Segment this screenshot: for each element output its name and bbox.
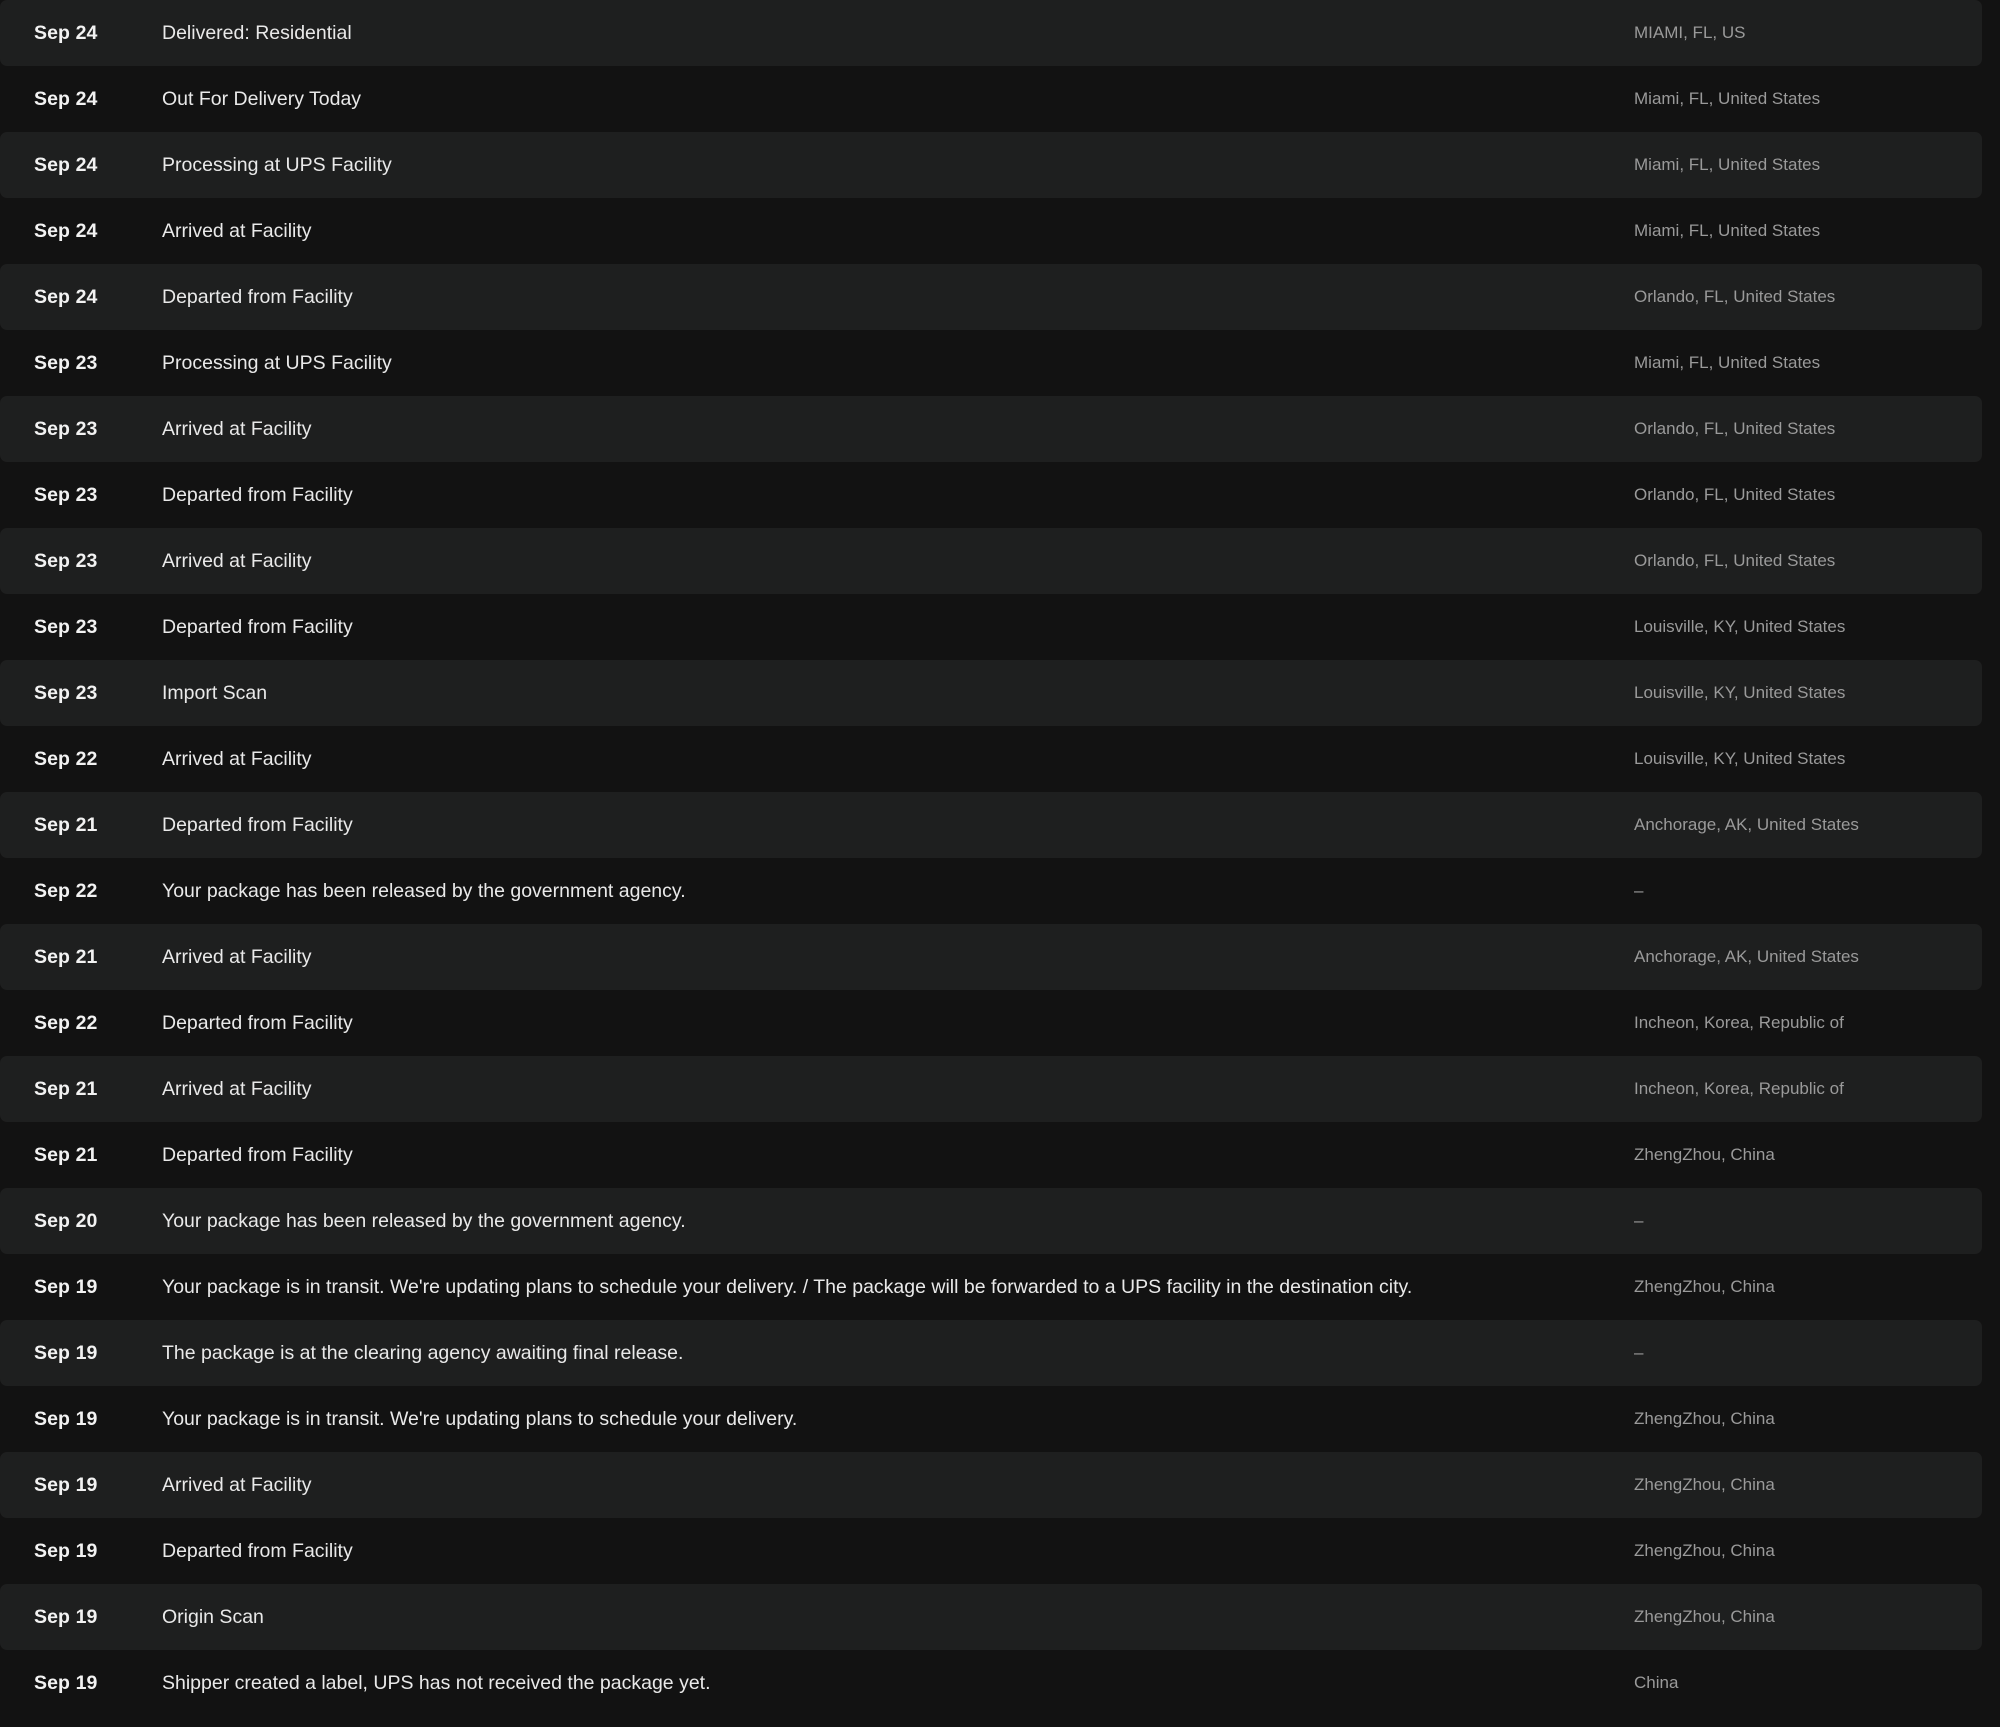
event-date: Sep 24 xyxy=(34,153,98,176)
event-status: Arrived at Facility xyxy=(162,219,312,242)
table-row[interactable] xyxy=(0,858,1982,924)
event-location: Incheon, Korea, Republic of xyxy=(1634,1013,1844,1032)
event-status: Arrived at Facility xyxy=(162,747,312,770)
event-status: Arrived at Facility xyxy=(162,549,312,572)
event-date: Sep 19 xyxy=(34,1275,98,1298)
event-location: Orlando, FL, United States xyxy=(1634,287,1836,306)
event-location: – xyxy=(1634,881,1644,900)
event-status: Departed from Facility xyxy=(162,285,353,308)
table-row[interactable] xyxy=(0,1650,1982,1716)
event-date: Sep 24 xyxy=(34,87,98,110)
event-date: Sep 21 xyxy=(34,945,98,968)
event-location: Anchorage, AK, United States xyxy=(1634,947,1859,966)
event-location: Miami, FL, United States xyxy=(1634,155,1821,174)
event-status: Departed from Facility xyxy=(162,615,353,638)
table-row[interactable] xyxy=(0,1386,1982,1452)
event-date: Sep 21 xyxy=(34,1077,98,1100)
event-status: Delivered: Residential xyxy=(162,21,352,44)
event-location: Anchorage, AK, United States xyxy=(1634,815,1859,834)
table-row[interactable] xyxy=(0,594,1982,660)
event-status: Import Scan xyxy=(162,681,268,704)
event-status: Your package has been released by the government agency. xyxy=(162,879,686,902)
event-date: Sep 19 xyxy=(34,1539,98,1562)
event-location: Louisville, KY, United States xyxy=(1634,617,1846,636)
table-row[interactable] xyxy=(0,330,1982,396)
event-date: Sep 23 xyxy=(34,351,98,374)
event-status: Origin Scan xyxy=(162,1605,264,1628)
table-row[interactable] xyxy=(0,198,1982,264)
event-status: Arrived at Facility xyxy=(162,417,312,440)
table-row[interactable] xyxy=(0,132,1982,198)
table-row[interactable] xyxy=(0,1188,1982,1254)
table-row[interactable] xyxy=(0,0,1982,66)
event-date: Sep 24 xyxy=(34,21,98,44)
event-location: Incheon, Korea, Republic of xyxy=(1634,1079,1844,1098)
table-row[interactable] xyxy=(0,660,1982,726)
event-status: Departed from Facility xyxy=(162,483,353,506)
table-row[interactable] xyxy=(0,726,1982,792)
event-location: ZhengZhou, China xyxy=(1634,1607,1775,1626)
event-status: Shipper created a label, UPS has not received the package yet. xyxy=(162,1671,711,1694)
event-date: Sep 23 xyxy=(34,417,98,440)
event-status: The package is at the clearing agency awaiting final release. xyxy=(162,1341,684,1364)
table-row[interactable] xyxy=(0,1518,1982,1584)
event-status: Your package is in transit. We're updating plans to schedule your delivery. / The package will be forwarded to a UPS facility in the destination city. xyxy=(162,1275,1413,1298)
event-location: ZhengZhou, China xyxy=(1634,1409,1775,1428)
table-row[interactable] xyxy=(0,1122,1982,1188)
event-location: Orlando, FL, United States xyxy=(1634,419,1836,438)
event-location: Miami, FL, United States xyxy=(1634,353,1821,372)
event-date: Sep 20 xyxy=(34,1209,98,1232)
event-location: – xyxy=(1634,1343,1644,1362)
event-date: Sep 19 xyxy=(34,1473,98,1496)
table-row[interactable] xyxy=(0,1254,1982,1320)
table-row[interactable] xyxy=(0,396,1982,462)
event-date: Sep 19 xyxy=(34,1605,98,1628)
event-status: Departed from Facility xyxy=(162,1143,353,1166)
event-date: Sep 19 xyxy=(34,1341,98,1364)
event-location: Louisville, KY, United States xyxy=(1634,683,1846,702)
event-location: China xyxy=(1634,1673,1679,1692)
event-status: Arrived at Facility xyxy=(162,1077,312,1100)
event-status: Your package has been released by the government agency. xyxy=(162,1209,686,1232)
event-status: Departed from Facility xyxy=(162,1539,353,1562)
event-date: Sep 23 xyxy=(34,615,98,638)
event-location: ZhengZhou, China xyxy=(1634,1475,1775,1494)
table-row[interactable] xyxy=(0,990,1982,1056)
table-row[interactable] xyxy=(0,528,1982,594)
event-status: Processing at UPS Facility xyxy=(162,153,392,176)
event-status: Arrived at Facility xyxy=(162,1473,312,1496)
event-status: Your package is in transit. We're updating plans to schedule your delivery. xyxy=(162,1407,798,1430)
event-date: Sep 22 xyxy=(34,879,98,902)
table-row[interactable] xyxy=(0,1452,1982,1518)
event-location: Orlando, FL, United States xyxy=(1634,551,1836,570)
event-location: ZhengZhou, China xyxy=(1634,1277,1775,1296)
event-date: Sep 24 xyxy=(34,285,98,308)
event-date: Sep 22 xyxy=(34,747,98,770)
event-date: Sep 21 xyxy=(34,813,98,836)
table-row[interactable] xyxy=(0,264,1982,330)
table-row[interactable] xyxy=(0,792,1982,858)
event-status: Departed from Facility xyxy=(162,813,353,836)
event-date: Sep 19 xyxy=(34,1407,98,1430)
event-location: ZhengZhou, China xyxy=(1634,1541,1775,1560)
event-location: – xyxy=(1634,1211,1644,1230)
event-location: MIAMI, FL, US xyxy=(1634,23,1746,42)
event-date: Sep 23 xyxy=(34,483,98,506)
event-status: Processing at UPS Facility xyxy=(162,351,392,374)
event-status: Arrived at Facility xyxy=(162,945,312,968)
event-date: Sep 22 xyxy=(34,1011,98,1034)
table-row[interactable] xyxy=(0,924,1982,990)
event-location: Orlando, FL, United States xyxy=(1634,485,1836,504)
event-date: Sep 23 xyxy=(34,681,98,704)
event-location: Miami, FL, United States xyxy=(1634,89,1821,108)
table-row[interactable] xyxy=(0,1584,1982,1650)
table-row[interactable] xyxy=(0,66,1982,132)
event-location: ZhengZhou, China xyxy=(1634,1145,1775,1164)
table-row[interactable] xyxy=(0,462,1982,528)
event-date: Sep 24 xyxy=(34,219,98,242)
event-status: Departed from Facility xyxy=(162,1011,353,1034)
event-date: Sep 23 xyxy=(34,549,98,572)
event-location: Louisville, KY, United States xyxy=(1634,749,1846,768)
event-date: Sep 19 xyxy=(34,1671,98,1694)
table-row[interactable] xyxy=(0,1320,1982,1386)
event-location: Miami, FL, United States xyxy=(1634,221,1821,240)
event-status: Out For Delivery Today xyxy=(162,87,362,110)
event-date: Sep 21 xyxy=(34,1143,98,1166)
table-row[interactable] xyxy=(0,1056,1982,1122)
